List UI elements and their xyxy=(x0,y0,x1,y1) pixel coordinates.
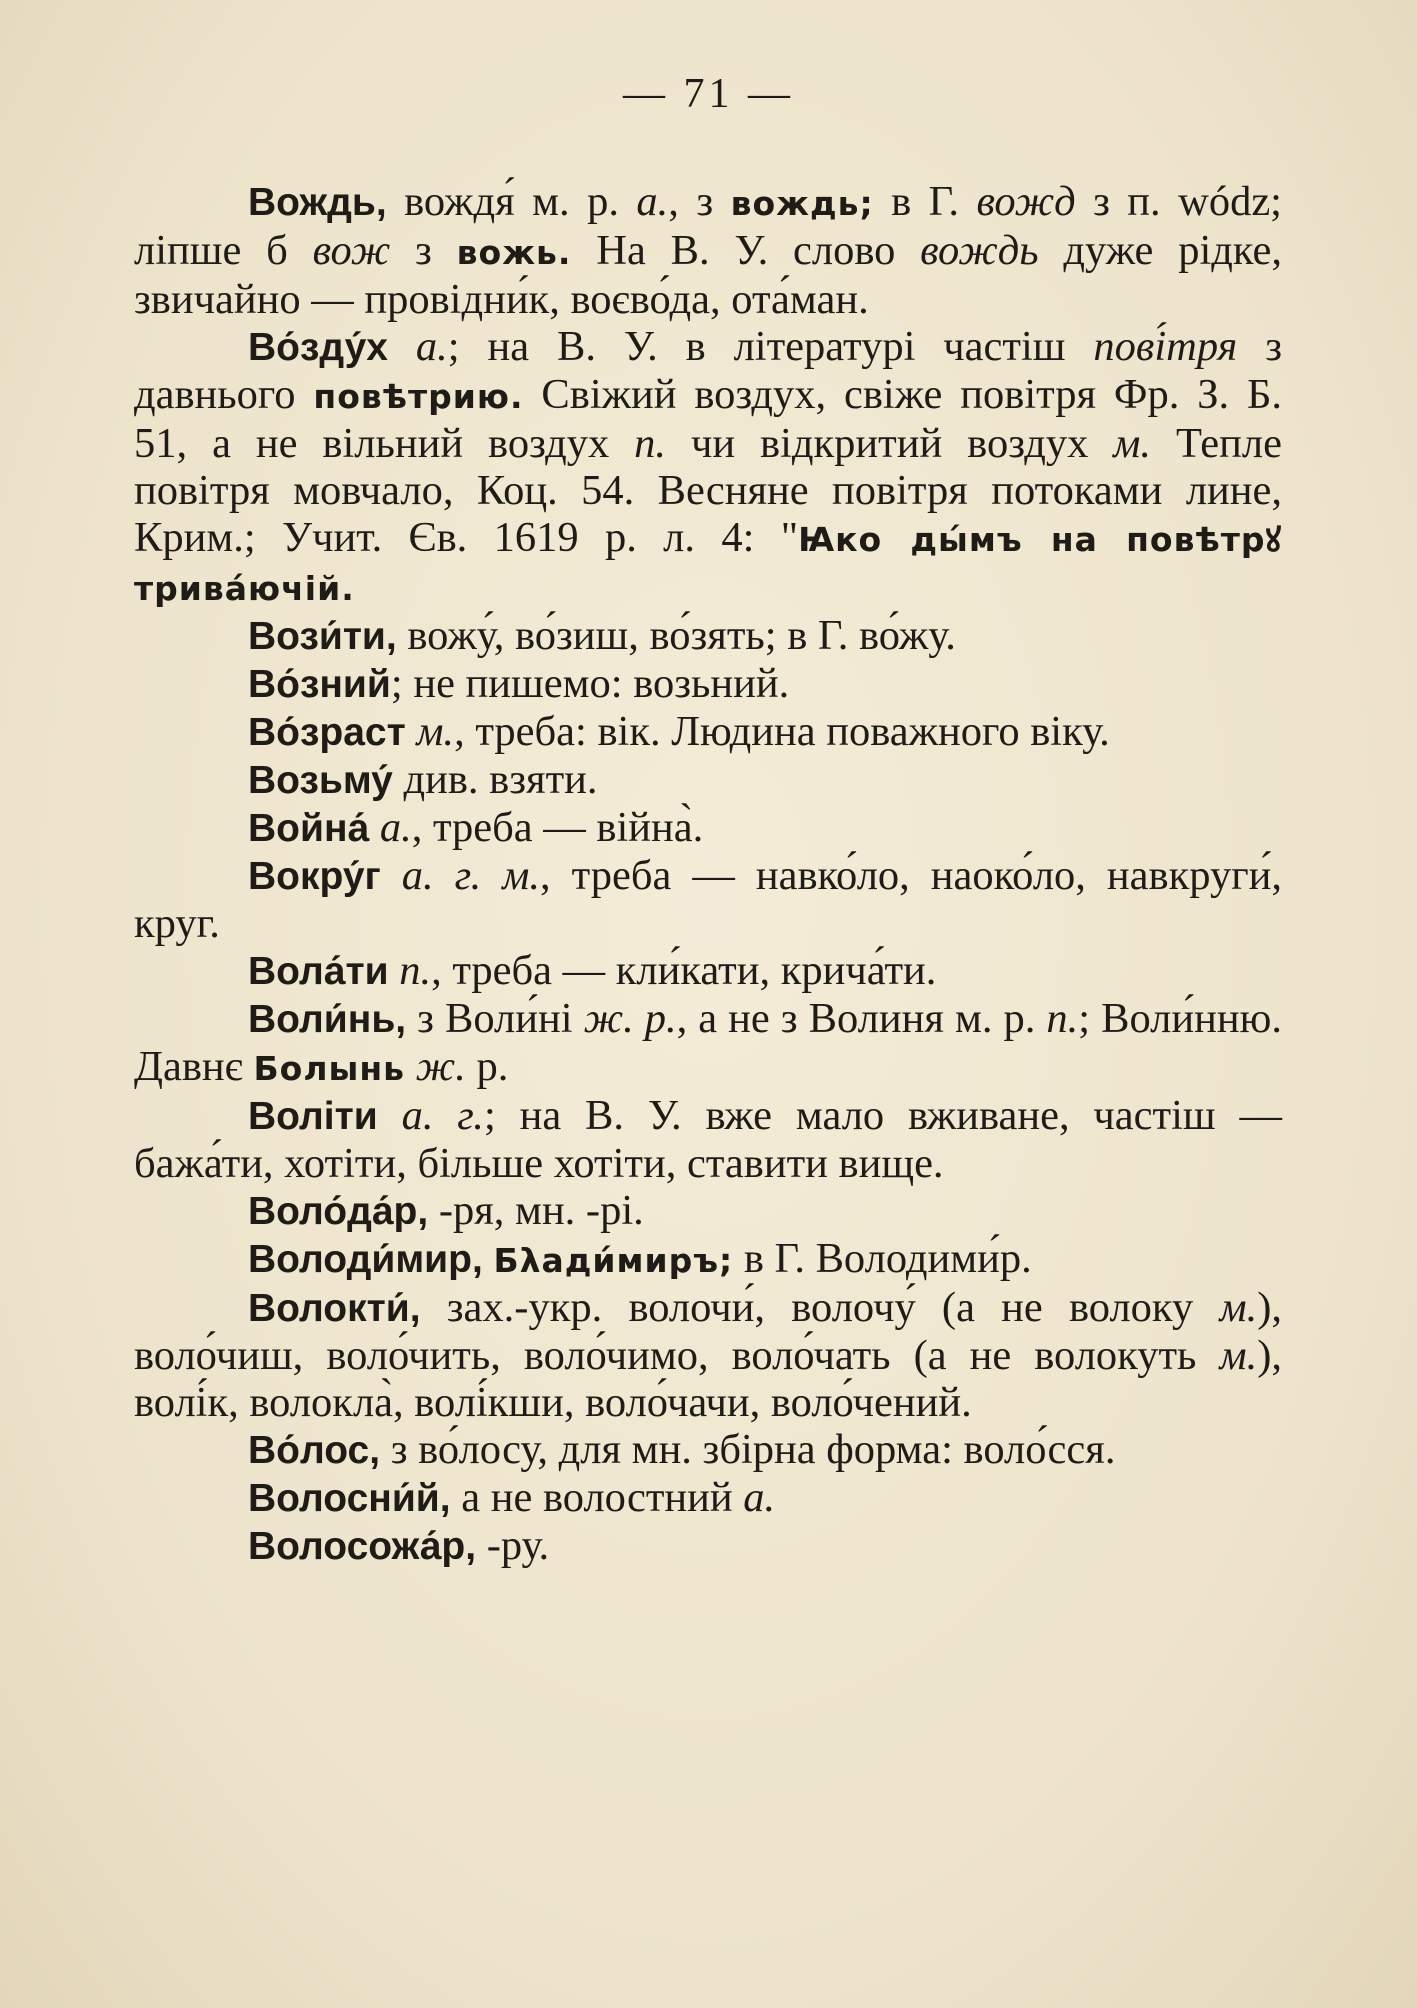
entry-text: з Воли́ні xyxy=(406,995,584,1042)
headword: Волосожа́р, xyxy=(248,1525,477,1568)
old-script-form: Ꙗко ды́мъ на повѣтрꙋ трива́ючій. xyxy=(134,520,1282,608)
entry-text xyxy=(388,323,416,370)
entry-text: з давнього xyxy=(134,323,1283,418)
italic-text: а. г. м. xyxy=(401,852,541,899)
dictionary-entry xyxy=(134,804,1282,852)
dictionary-entry xyxy=(134,708,1282,756)
dictionary-entry xyxy=(134,756,1282,804)
headword: Воліти xyxy=(248,1095,378,1138)
italic-text: а. xyxy=(415,323,448,370)
entry-text: а не волостний xyxy=(450,1474,744,1521)
headword: Волосни́й, xyxy=(248,1477,451,1520)
dictionary-entry xyxy=(134,1474,1282,1522)
italic-text: м. xyxy=(1219,1284,1258,1331)
entry-text: з п. wódz; ліпше б xyxy=(134,178,1282,274)
entry-text xyxy=(381,852,402,899)
headword: Во́зду́х xyxy=(248,326,388,369)
dictionary-entry xyxy=(134,995,1282,1092)
headword: Вождь, xyxy=(248,181,387,224)
entry-text: дуже рідке, звичайно — провідни́к, воєво́да, ота́ман. xyxy=(134,227,1282,323)
italic-text: а. г. xyxy=(401,1092,484,1139)
entry-text: вожу́, во́зиш, во́зять; в Г. во́жу. xyxy=(396,612,956,659)
entry-text: -ру. xyxy=(476,1522,550,1569)
italic-text: м. xyxy=(1113,420,1152,467)
old-script-form: вожь. xyxy=(456,233,572,272)
entry-text: ), воло́чиш, воло́чить, воло́чимо, воло́чать (а не волокуть xyxy=(134,1284,1282,1379)
entry-text: чи відкритий воздух xyxy=(666,420,1114,467)
dictionary-entry xyxy=(134,178,1282,323)
entry-text: ; не пишемо: возьний. xyxy=(390,660,790,707)
entry-text xyxy=(378,1092,402,1139)
italic-text: пові́тря xyxy=(1093,323,1238,370)
headword: Володи́мир, xyxy=(248,1238,483,1281)
entry-text: вождя́ м. р. xyxy=(386,178,637,225)
dictionary-entry xyxy=(134,1284,1282,1426)
entry-text xyxy=(389,947,400,994)
entry-text: в Г. Володими́р. xyxy=(733,1235,1032,1282)
dictionary-entry xyxy=(134,660,1282,708)
entry-text: Свіжий воздух, свіже повітря Фр. З. Б. 51, а не вільний воздух xyxy=(134,371,1282,467)
entry-text xyxy=(405,1043,416,1090)
italic-text: м. xyxy=(1219,1332,1258,1379)
entry-text: ; Воли́нню. Давнє xyxy=(134,995,1282,1090)
dictionary-entry xyxy=(134,852,1282,947)
old-script-form: повѣтрию. xyxy=(313,377,524,416)
italic-text: п. xyxy=(1046,995,1079,1042)
headword: Волокти́, xyxy=(248,1287,421,1330)
entry-text xyxy=(483,1235,494,1282)
entry-text: в Г. xyxy=(873,178,977,225)
dictionary-entry xyxy=(134,1187,1282,1235)
headword: Вози́ти, xyxy=(248,615,397,658)
italic-text: вожд xyxy=(976,178,1076,225)
entry-text: , треба — навко́ло, наоко́ло, навкруги́, круг. xyxy=(134,852,1282,947)
entry-text: див. взяти. xyxy=(392,756,598,803)
italic-text: а. xyxy=(379,804,412,851)
entry-text: ; на В. У. в літературі частіш xyxy=(447,323,1094,370)
dictionary-entry xyxy=(134,323,1282,612)
headword: Возьму́ xyxy=(248,759,393,802)
entry-text: зах.-укр. волочи́, волочу́ (а не волоку xyxy=(420,1284,1220,1331)
dictionary-entries xyxy=(134,178,1282,1570)
dictionary-entry xyxy=(134,1092,1282,1187)
entry-text: Тепле повітря мовчало, Коц. 54. Весняне повітря потоками лине, Крим.; Учит. Єв. 1619 р. л. 4: " xyxy=(134,420,1282,561)
dictionary-entry xyxy=(134,1235,1282,1284)
italic-text: а. xyxy=(636,178,669,225)
dictionary-entry xyxy=(134,1426,1282,1474)
italic-text: ж. р. xyxy=(583,995,677,1042)
headword: Вола́ти xyxy=(248,950,389,993)
headword: Во́зраст xyxy=(248,711,406,754)
dictionary-entry xyxy=(134,947,1282,995)
entry-text xyxy=(406,708,417,755)
italic-text: вождь xyxy=(920,227,1039,274)
italic-text: а. xyxy=(743,1474,776,1521)
entry-text: На В. У. слово xyxy=(571,227,921,274)
old-script-form: Бλади́миръ; xyxy=(493,1241,734,1280)
old-script-form: вождь; xyxy=(730,184,874,223)
italic-text: ж. xyxy=(415,1043,466,1090)
entry-text: , треба — війна̀. xyxy=(411,804,704,851)
headword: Вокру́г xyxy=(248,855,381,898)
old-script-form: Болынь xyxy=(253,1049,406,1088)
headword: Война́ xyxy=(248,807,370,850)
headword: Во́зний xyxy=(248,663,391,706)
entry-text: , треба — кли́кати, крича́ти. xyxy=(431,947,937,994)
entry-text: , з xyxy=(668,178,731,225)
entry-text: з во́лосу, для мн. збірна форма: воло́сся. xyxy=(380,1426,1116,1473)
italic-text: м. xyxy=(416,708,455,755)
headword: Воли́нь, xyxy=(248,998,407,1041)
entry-text: ), волі́к, волокла̀, волі́кши, воло́чачи, воло́чений. xyxy=(134,1332,1282,1426)
dictionary-entry xyxy=(134,612,1282,660)
italic-text: п. xyxy=(399,947,432,994)
dictionary-entry xyxy=(134,1522,1282,1570)
italic-text: п. xyxy=(634,420,667,467)
headword: Воло́да́р, xyxy=(248,1190,429,1233)
entry-text: , треба: вік. Людина поважного віку. xyxy=(454,708,1110,755)
entry-text: з xyxy=(390,227,457,274)
entry-text: , а не з Волиня м. р. xyxy=(676,995,1047,1042)
entry-text xyxy=(369,804,380,851)
italic-text: вож xyxy=(312,227,391,274)
entry-text: -ря, мн. -рі. xyxy=(428,1187,644,1234)
entry-text: ; на В. У. вже мало вживане, частіш — бажа́ти, хотіти, більше хотіти, ставити вище. xyxy=(134,1092,1282,1187)
page-number: — 71 — xyxy=(623,71,794,117)
headword: Во́лос, xyxy=(248,1429,381,1472)
entry-text: р. xyxy=(465,1043,509,1090)
